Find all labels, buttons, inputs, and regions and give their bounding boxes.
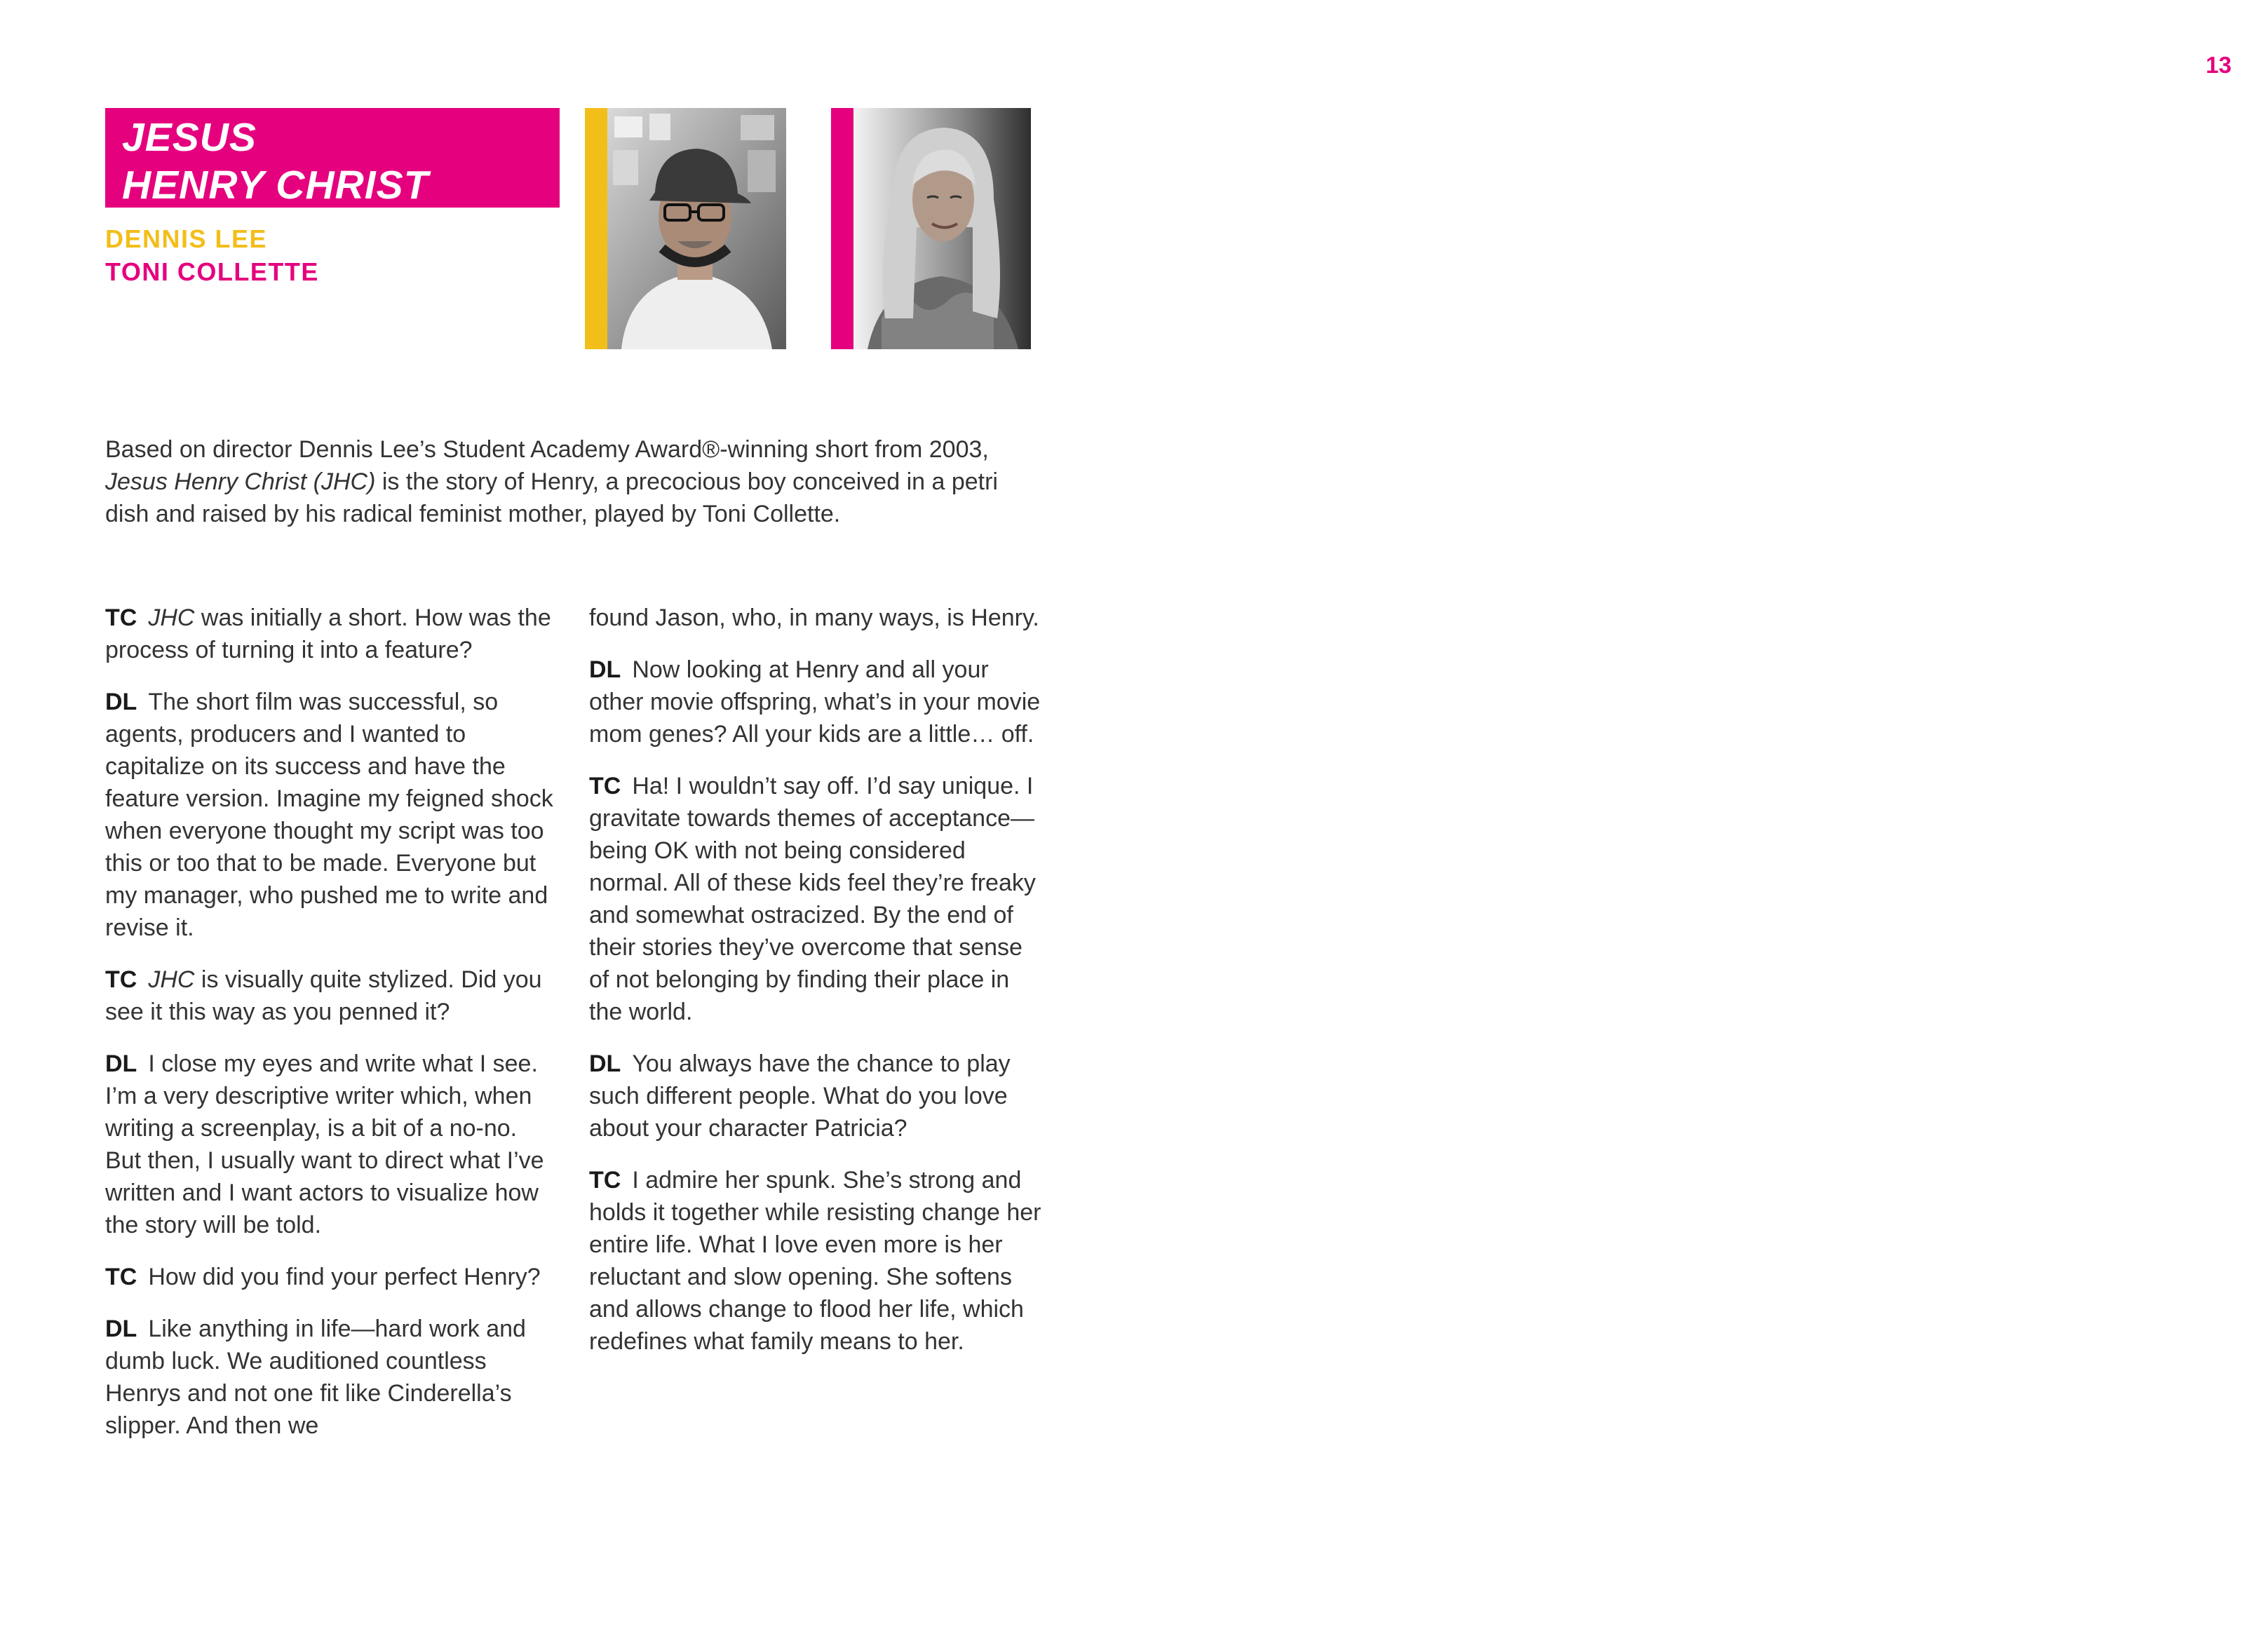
- question-5: DL You always have the chance to play such different people. What do you love about your character Patricia?: [589, 1050, 1011, 1142]
- credit-director: DENNIS LEE: [105, 224, 268, 253]
- film-title-italic: Jesus Henry Christ (JHC): [105, 468, 376, 495]
- title-line-2: HENRY CHRIST: [122, 163, 429, 208]
- speaker-tag: TC: [105, 1264, 137, 1290]
- portrait-actor: [831, 108, 1031, 349]
- question-4: DL Now looking at Henry and all your other movie offspring, what’s in your movie mom genes? All your kids are a little… off.: [589, 656, 1041, 748]
- interview-column-left: [105, 602, 554, 1461]
- interview-column-right: [589, 602, 1045, 1377]
- question-1: TC JHC was initially a short. How was the process of turning it into a feature?: [105, 604, 551, 663]
- credit-actor: TONI COLLETTE: [105, 257, 319, 286]
- title-line-1: JESUS: [122, 115, 257, 160]
- speaker-tag: DL: [105, 1050, 137, 1077]
- speaker-tag: TC: [589, 773, 621, 799]
- answer-1: DL The short film was successful, so agents, producers and I wanted to capitalize on its success and have the feature version. Imagine my feigned shock when everyone thought my script was too this or too that to be made. Everyone but my manager, who pushed me to write and revise it.: [105, 689, 553, 941]
- answer-3-continued: found Jason, who, in many ways, is Henry.: [589, 604, 1039, 631]
- intro-paragraph: Based on director Dennis Lee’s Student Academy Award®-winning short from 2003, Jesus Henry Christ (JHC) is the story of Henry, a precocious boy conceived in a petri dish and raised by his radical feminist mother, played by Toni Collette.: [105, 436, 998, 527]
- speaker-tag: DL: [105, 689, 137, 715]
- question-3: TC How did you find your perfect Henry?: [105, 1264, 541, 1290]
- speaker-tag: DL: [105, 1316, 137, 1342]
- page-number: 13: [2206, 52, 2232, 78]
- answer-4: TC Ha! I wouldn’t say off. I’d say unique. I gravitate towards themes of acceptance—being OK with not being considered normal. All of these kids feel they’re freaky and somewhat ostracized. By the end of their stories they’ve overcome that sense of not belonging by finding their place in the world.: [589, 773, 1036, 1025]
- actor-photo: [853, 108, 1031, 349]
- answer-5: TC I admire her spunk. She’s strong and holds it together while resisting change her entire life. What I love even more is her reluctant and slow opening. She softens and allows change to flood her life, which redefines what family means to her.: [589, 1167, 1041, 1355]
- speaker-tag: TC: [105, 966, 137, 993]
- title-block: [105, 108, 560, 208]
- speaker-tag: DL: [589, 1050, 621, 1077]
- speaker-tag: TC: [105, 604, 137, 631]
- answer-3: DL Like anything in life—hard work and dumb luck. We auditioned countless Henrys and not one fit like Cinderella’s slipper. And then we: [105, 1316, 526, 1439]
- director-photo: [607, 108, 786, 349]
- speaker-tag: TC: [589, 1167, 621, 1194]
- question-2: TC JHC is visually quite stylized. Did you see it this way as you penned it?: [105, 966, 542, 1025]
- portrait-director: [585, 108, 786, 349]
- answer-2: DL I close my eyes and write what I see. I’m a very descriptive writer which, when writing a screenplay, is a bit of a no-no. But then, I usually want to direct what I’ve written and I want actors to visualize how the story will be told.: [105, 1050, 544, 1238]
- magenta-stripe: [831, 108, 853, 349]
- speaker-tag: DL: [589, 656, 621, 683]
- yellow-stripe: [585, 108, 607, 349]
